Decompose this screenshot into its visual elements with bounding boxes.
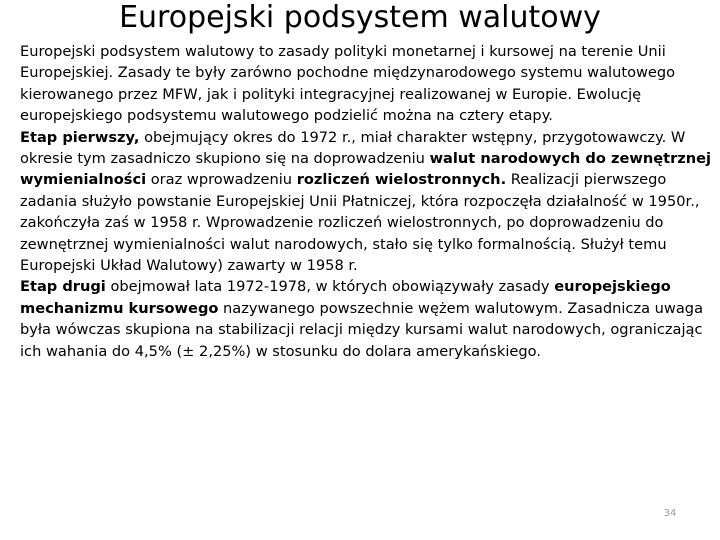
paragraph-text: oraz wprowadzeniu [146, 171, 297, 189]
bold-text: europejskiego mechanizmu kursowego [20, 278, 671, 317]
paragraph-text: Realizacji pierwszego zadania służyło powstanie Europejskiej Unii Płatniczej, która rozpoczęła działalność w 1950r., zakończyła zaś w 1958 r. Wprowadzenie rozliczeń wielostronnych, po doprowadzeniu do zewnętrznej wymienialności walut narodowych, stało się tylko formalnością. Służył temu Europejski Układ Walutowy) zawarty w 1958 r. [20, 171, 700, 275]
paragraph-text: obejmował lata 1972-1978, w których obowiązywały zasady [105, 278, 555, 296]
slide-body [20, 41, 714, 362]
slide-title: Europejski podsystem walutowy [119, 0, 601, 35]
paragraph-stage-two [20, 276, 714, 362]
paragraph-text: nazywanego powszechnie wężem walutowym. Zasadnicza uwaga była wówczas skupiona na stabilizacji relacji między kursami walut narodowych, ograniczając ich wahania do 4,5% (± 2,25%) w stosunku do dolara amerykańskiego. [20, 299, 704, 360]
paragraph-text: obejmujący okres do 1972 r., miał charakter wstępny, przygotowawczy. W okresie tym zasadniczo skupiono się na doprowadzeniu [20, 128, 686, 168]
paragraph-text: Europejski podsystem walutowy to zasady polityki monetarnej i kursowej na terenie Unii Europejskiej. Zasady te były zarówno pochodne międzynarodowego systemu walutowego kierowanego przez MFW, jak i polityki integracyjnej realizowanej w Europie. Ewolucję europejskiego podsystemu walutowego podzielić można na cztery etapy. [20, 43, 676, 125]
paragraph-stage-one [20, 127, 714, 277]
bold-text: walut narodowych do zewnętrznej wymienialności [20, 150, 712, 189]
bold-text: Etap drugi [20, 278, 106, 296]
page-number: 34 [663, 508, 677, 519]
bold-text: rozliczeń wielostronnych. [296, 171, 507, 189]
bold-text: Etap pierwszy, [20, 128, 140, 146]
paragraph-intro [20, 41, 714, 127]
